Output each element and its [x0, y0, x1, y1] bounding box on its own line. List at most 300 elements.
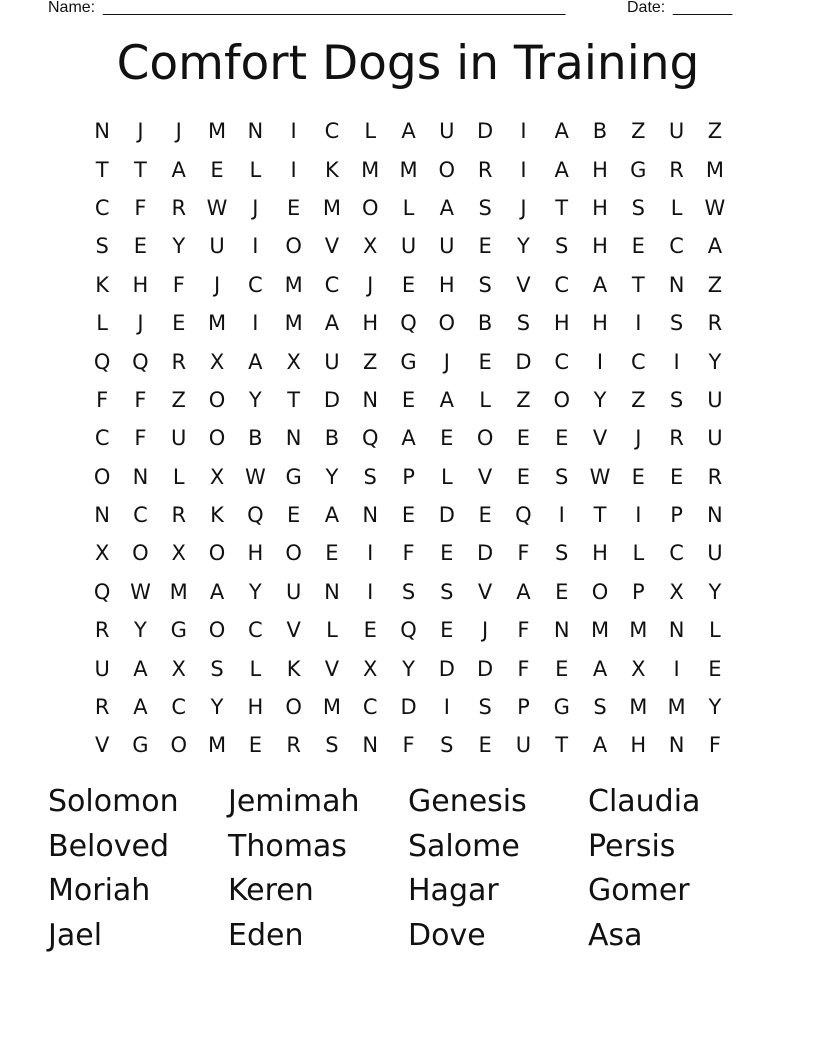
grid-letter: O [208, 426, 226, 451]
grid-letter: Y [402, 656, 415, 681]
grid-letter: S [363, 464, 377, 489]
grid-letter: Q [400, 618, 417, 643]
grid-letter: Z [363, 349, 378, 374]
grid-letter: N [94, 503, 110, 528]
grid-letter: L [440, 464, 453, 489]
grid-letter: M [284, 311, 303, 336]
grid-letter: E [478, 234, 492, 259]
grid-row [83, 150, 733, 188]
word-list-item: Solomon [48, 784, 179, 819]
grid-row [83, 534, 733, 572]
grid-letter: Y [248, 387, 262, 412]
grid-letter: E [210, 157, 224, 182]
grid-letter: N [362, 733, 379, 758]
grid-letter: R [171, 503, 187, 528]
grid-letter: T [555, 195, 569, 220]
grid-letter: Y [517, 234, 530, 259]
grid-letter: H [592, 234, 608, 259]
grid-letter: O [208, 541, 226, 566]
grid-letter: G [285, 464, 302, 489]
grid-letter: B [248, 426, 263, 451]
grid-row [83, 381, 733, 419]
grid-letter: E [516, 426, 531, 451]
grid-letter: E [555, 426, 569, 451]
grid-letter: D [400, 695, 417, 720]
grid-letter: E [478, 503, 492, 528]
grid-letter: R [707, 311, 723, 336]
grid-letter: A [554, 157, 569, 182]
grid-letter: G [132, 733, 149, 758]
grid-letter: G [400, 349, 417, 374]
grid-letter: E [478, 733, 492, 758]
grid-letter: P [517, 695, 530, 720]
grid-letter: E [708, 656, 722, 681]
word-list-item: Hagar [408, 873, 499, 909]
grid-letter: R [669, 426, 684, 451]
grid-letter: S [478, 272, 492, 297]
grid-letter: Z [516, 387, 531, 412]
grid-row [83, 611, 733, 649]
grid-letter: E [401, 503, 416, 528]
grid-letter: M [207, 733, 227, 758]
date-blank-line: _______ [673, 0, 732, 16]
grid-letter: U [707, 387, 723, 412]
grid-letter: H [630, 733, 647, 758]
grid-letter: H [247, 695, 264, 720]
grid-letter: F [134, 387, 147, 412]
grid-letter: B [477, 311, 493, 336]
grid-letter: H [362, 311, 379, 336]
grid-letter: U [209, 234, 225, 259]
grid-letter: O [438, 311, 456, 336]
grid-row [83, 189, 733, 227]
grid-letter: U [324, 349, 340, 374]
grid-letter: R [94, 618, 110, 643]
grid-letter: O [476, 426, 494, 451]
grid-letter: R [286, 733, 301, 758]
grid-letter: G [630, 157, 647, 182]
grid-letter: U [707, 426, 723, 451]
grid-letter: X [286, 349, 301, 374]
grid-letter: A [439, 387, 454, 412]
grid-letter: S [593, 695, 607, 720]
grid-letter: L [172, 464, 185, 489]
grid-letter: H [592, 311, 608, 336]
grid-letter: S [555, 541, 569, 566]
grid-letter: E [631, 464, 645, 489]
grid-row [83, 496, 733, 534]
grid-letter: V [286, 618, 301, 643]
grid-letter: K [325, 157, 339, 182]
grid-letter: I [252, 311, 259, 336]
grid-letter: L [326, 618, 338, 643]
grid-letter: E [669, 464, 684, 489]
grid-letter: A [707, 234, 723, 259]
grid-letter: T [555, 733, 569, 758]
grid-letter: V [592, 426, 608, 451]
grid-letter: S [440, 733, 454, 758]
grid-letter: I [673, 349, 680, 374]
grid-letter: S [478, 695, 492, 720]
grid-letter: E [363, 618, 377, 643]
grid-letter: B [324, 426, 340, 451]
grid-letter: I [367, 579, 374, 604]
grid-letter: G [170, 618, 187, 643]
grid-letter: N [362, 387, 379, 412]
grid-letter: L [670, 195, 683, 220]
grid-letter: F [708, 733, 721, 758]
grid-letter: V [477, 464, 493, 489]
grid-letter: A [133, 695, 148, 720]
grid-letter: J [137, 119, 144, 144]
grid-letter: S [325, 733, 339, 758]
grid-letter: X [363, 656, 378, 681]
grid-letter: Y [593, 387, 607, 412]
grid-letter: E [478, 349, 492, 374]
grid-letter: U [439, 119, 455, 144]
grid-letter: O [208, 618, 226, 643]
grid-letter: N [324, 579, 340, 604]
grid-letter: N [707, 503, 723, 528]
grid-letter: T [287, 387, 301, 412]
grid-letter: L [96, 311, 108, 336]
grid-letter: M [399, 157, 418, 182]
grid-letter: S [555, 234, 569, 259]
grid-letter: T [631, 272, 645, 297]
grid-letter: S [516, 311, 531, 336]
grid-letter: Y [708, 579, 722, 604]
grid-letter: S [669, 311, 684, 336]
grid-letter: L [632, 541, 645, 566]
grid-letter: Z [631, 119, 646, 144]
grid-letter: U [439, 234, 455, 259]
grid-letter: E [401, 387, 416, 412]
grid-letter: E [440, 426, 454, 451]
grid-letter: V [516, 272, 531, 297]
grid-letter: R [171, 349, 187, 374]
grid-letter: N [362, 503, 379, 528]
grid-letter: U [171, 426, 187, 451]
grid-letter: Z [631, 387, 646, 412]
grid-letter: S [401, 579, 416, 604]
grid-letter: E [286, 503, 301, 528]
word-list-item: Eden [228, 918, 304, 954]
grid-letter: O [438, 157, 456, 182]
grid-letter: M [322, 195, 341, 220]
grid-letter: S [669, 387, 684, 412]
word-list-item: Moriah [48, 873, 151, 909]
grid-letter: E [631, 234, 645, 259]
grid-letter: X [171, 541, 186, 566]
grid-letter: E [516, 464, 531, 489]
grid-letter: L [249, 656, 262, 681]
grid-letter: Q [515, 503, 532, 528]
grid-letter: F [134, 195, 147, 220]
grid-letter: H [553, 311, 570, 336]
grid-letter: I [367, 541, 374, 566]
word-list-item: Persis [588, 828, 676, 864]
grid-letter: R [171, 195, 187, 220]
word-list-item: Gomer [588, 873, 690, 909]
grid-letter: S [95, 234, 109, 259]
grid-letter: L [364, 119, 377, 144]
grid-letter: X [171, 656, 186, 681]
grid-letter: P [670, 503, 683, 528]
grid-letter: V [324, 234, 340, 259]
word-list-item: Genesis [408, 784, 527, 819]
grid-letter: C [133, 503, 148, 528]
grid-letter: F [402, 541, 415, 566]
grid-letter: D [515, 349, 532, 374]
grid-letter: O [285, 541, 302, 566]
grid-letter: Q [400, 311, 417, 336]
grid-letter: A [401, 119, 416, 144]
grid-letter: N [668, 618, 685, 643]
grid-letter: M [207, 119, 227, 144]
grid-letter: V [477, 579, 493, 604]
grid-letter: Z [707, 119, 723, 144]
grid-letter: B [592, 119, 608, 144]
grid-letter: Y [248, 579, 262, 604]
grid-letter: A [401, 426, 416, 451]
grid-letter: R [707, 464, 723, 489]
word-list-item: Salome [408, 828, 520, 864]
grid-letter: Y [325, 464, 339, 489]
word-list [48, 780, 768, 959]
grid-letter: M [322, 695, 341, 720]
grid-letter: U [668, 119, 685, 144]
name-blank-line: _______________________________________________________ [103, 0, 565, 16]
grid-letter: W [206, 195, 228, 220]
grid-letter: G [553, 695, 570, 720]
word-list-item: Keren [228, 873, 314, 909]
grid-row [83, 342, 733, 380]
grid-letter: V [324, 656, 340, 681]
grid-letter: J [635, 426, 642, 451]
grid-letter: M [705, 157, 724, 182]
grid-letter: H [438, 272, 455, 297]
grid-letter: H [592, 157, 608, 182]
grid-letter: X [209, 464, 225, 489]
grid-letter: I [596, 349, 604, 374]
grid-letter: Y [708, 695, 722, 720]
worksheet-header [0, 0, 816, 20]
grid-letter: M [667, 695, 686, 720]
grid-letter: C [669, 234, 684, 259]
word-list-item: Dove [408, 918, 486, 954]
grid-letter: A [324, 311, 340, 336]
grid-letter: E [401, 272, 416, 297]
grid-letter: E [440, 618, 454, 643]
grid-letter: Y [708, 349, 722, 374]
grid-letter: V [94, 733, 110, 758]
grid-letter: Y [210, 695, 224, 720]
grid-letter: U [400, 234, 417, 259]
grid-letter: I [520, 119, 527, 144]
grid-letter: D [477, 119, 494, 144]
grid-letter: N [132, 464, 149, 489]
grid-letter: M [207, 311, 227, 336]
grid-letter: L [249, 157, 262, 182]
grid-letter: L [479, 387, 491, 412]
grid-letter: C [248, 618, 263, 643]
grid-letter: J [520, 195, 527, 220]
page-title: Comfort Dogs in Training [116, 36, 700, 91]
grid-letter: K [210, 503, 224, 528]
grid-letter: C [324, 272, 340, 297]
grid-letter: K [95, 272, 110, 297]
grid-letter: M [629, 695, 648, 720]
date-label: Date: [627, 0, 666, 16]
word-list-item: Beloved [48, 828, 169, 864]
grid-letter: J [482, 618, 489, 643]
grid-row [83, 304, 733, 342]
grid-row [83, 649, 733, 687]
grid-letter: X [94, 541, 110, 566]
grid-letter: A [439, 195, 454, 220]
grid-letter: D [477, 656, 494, 681]
grid-letter: U [515, 733, 532, 758]
grid-letter: C [324, 119, 340, 144]
grid-letter: X [631, 656, 646, 681]
grid-letter: X [209, 349, 225, 374]
grid-letter: S [555, 464, 569, 489]
grid-letter: E [555, 579, 569, 604]
grid-letter: D [438, 656, 455, 681]
grid-letter: H [592, 541, 608, 566]
grid-letter: N [94, 119, 110, 144]
grid-letter: H [247, 541, 264, 566]
grid-letter: C [669, 541, 684, 566]
grid-letter: A [248, 349, 263, 374]
grid-letter: Y [134, 618, 147, 643]
grid-letter: O [591, 579, 609, 604]
grid-letter: J [367, 272, 374, 297]
grid-letter: Q [93, 579, 111, 604]
grid-letter: E [248, 733, 262, 758]
grid-letter: F [96, 387, 109, 412]
grid-letter: H [132, 272, 149, 297]
word-list-item: Jemimah [228, 784, 360, 819]
grid-letter: N [247, 119, 264, 144]
grid-letter: W [704, 195, 726, 220]
grid-letter: A [554, 119, 569, 144]
grid-row [83, 688, 733, 726]
grid-letter: S [631, 195, 645, 220]
grid-letter: I [558, 503, 565, 528]
word-list-item: Claudia [588, 784, 701, 819]
grid-letter: F [517, 618, 530, 643]
grid-letter: D [323, 387, 341, 412]
grid-letter: E [440, 541, 454, 566]
grid-letter: F [402, 733, 415, 758]
grid-letter: E [133, 234, 148, 259]
grid-letter: T [593, 503, 607, 528]
grid-letter: C [554, 349, 570, 374]
grid-letter: A [516, 579, 531, 604]
grid-letter: F [517, 541, 530, 566]
grid-letter: M [590, 618, 610, 643]
grid-letter: A [592, 272, 608, 297]
grid-letter: J [252, 195, 259, 220]
grid-letter: A [324, 503, 340, 528]
grid-letter: I [290, 157, 297, 182]
grid-row [83, 573, 733, 611]
grid-letter: U [707, 541, 723, 566]
grid-letter: J [137, 311, 144, 336]
grid-row [83, 419, 733, 457]
grid-letter: A [592, 733, 608, 758]
word-list-item: Thomas [228, 828, 347, 864]
grid-letter: Q [93, 349, 111, 374]
grid-letter: C [554, 272, 570, 297]
grid-letter: C [362, 695, 378, 720]
grid-letter: O [93, 464, 111, 489]
grid-letter: O [132, 541, 149, 566]
grid-letter: O [208, 387, 226, 412]
letter-grid [83, 112, 733, 765]
grid-letter: C [94, 195, 110, 220]
grid-letter: C [94, 426, 110, 451]
grid-letter: J [213, 272, 221, 297]
grid-letter: W [244, 464, 266, 489]
grid-letter: J [175, 119, 182, 144]
grid-letter: C [171, 695, 187, 720]
grid-letter: M [284, 272, 303, 297]
grid-letter: I [443, 695, 450, 720]
grid-letter: O [170, 733, 187, 758]
grid-letter: S [440, 579, 454, 604]
grid-letter: D [477, 541, 494, 566]
grid-letter: W [130, 579, 151, 604]
grid-letter: R [477, 157, 493, 182]
grid-letter: R [669, 157, 684, 182]
grid-letter: E [286, 195, 301, 220]
grid-letter: Q [132, 349, 149, 374]
grid-letter: S [478, 195, 492, 220]
grid-letter: O [285, 234, 302, 259]
grid-letter: U [285, 579, 302, 604]
grid-row [83, 227, 733, 265]
grid-letter: Z [707, 272, 723, 297]
grid-letter: T [134, 157, 147, 182]
grid-letter: I [635, 503, 642, 528]
grid-letter: O [553, 387, 570, 412]
grid-letter: Q [247, 503, 264, 528]
grid-letter: H [592, 195, 608, 220]
grid-letter: O [361, 195, 379, 220]
grid-letter: E [172, 311, 186, 336]
grid-letter: X [363, 234, 378, 259]
grid-letter: L [709, 618, 721, 643]
grid-letter: A [209, 579, 225, 604]
grid-row [83, 726, 733, 764]
grid-letter: L [402, 195, 415, 220]
grid-letter: O [285, 695, 302, 720]
grid-letter: F [172, 272, 185, 297]
grid-letter: F [134, 426, 147, 451]
grid-letter: I [635, 311, 642, 336]
grid-letter: M [361, 157, 380, 182]
grid-letter: Z [171, 387, 186, 412]
grid-letter: E [325, 541, 339, 566]
grid-letter: I [252, 234, 259, 259]
grid-letter: N [668, 272, 685, 297]
grid-letter: M [629, 618, 648, 643]
grid-letter: E [555, 656, 569, 681]
grid-letter: N [553, 618, 570, 643]
grid-letter: Y [172, 234, 186, 259]
